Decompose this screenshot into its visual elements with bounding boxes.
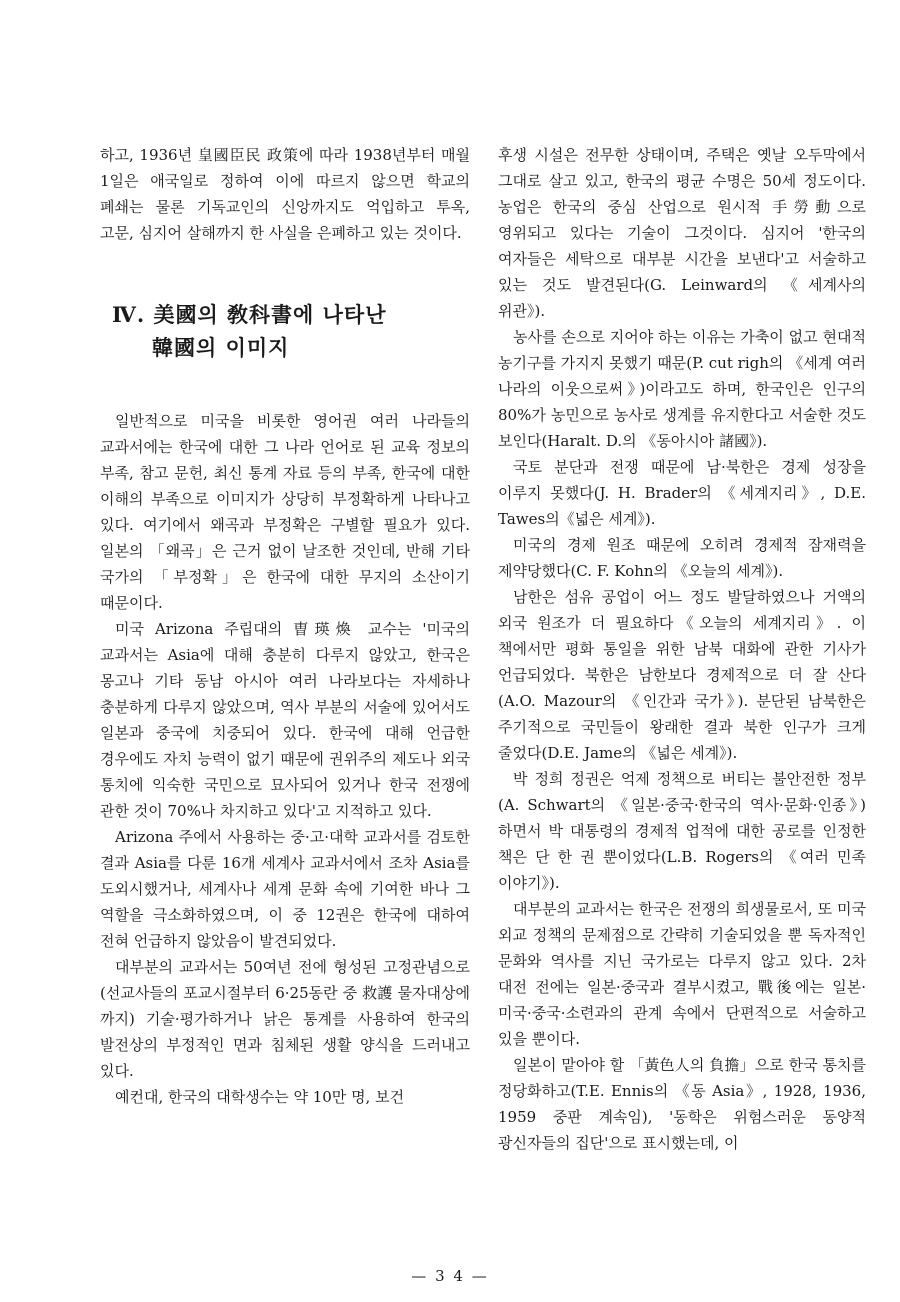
paragraph: 박 정희 정권은 억제 정책으로 버티는 불안전한 정부(A. Schwart의 《일본·중국·한국의 역사·문화·인종》)하면서 박 대통령의 경제적 업적에 대한 공로를 인정한 책은 단 한 권 뿐이었다(L.B. Rogers의 《여러 민족 이야기》).	[498, 770, 866, 892]
paragraph: Arizona 주에서 사용하는 중·고·대학 교과서를 검토한 결과 Asia를 다룬 16개 세계사 교과서에서 조차 Asia를 도외시했거나, 세계사나 세계 문화 속에 기여한 바나 그 역할을 극소화하였으며, 이 중 12권은 한국에 대하여 전혀 언급하지 않았음이 발견되었다.	[100, 828, 470, 950]
paragraph: 대부분의 교과서는 50여년 전에 형성된 고정관념으로(선교사들의 포교시절부터 6·25동란 중 救護 물자대상에 까지) 기술·평가하거나 낡은 통계를 사용하여 한국의 발전상의 부정적인 면과 침체된 생활 양식을 드러내고 있다.	[100, 958, 470, 1080]
section-heading-line2: 韓國의 이미지	[152, 335, 290, 360]
paragraph: 일반적으로 미국을 비롯한 영어권 여러 나라들의 교과서에는 한국에 대한 그 나라 언어로 된 교육 정보의 부족, 참고 문헌, 최신 통계 자료 등의 부족, 한국에 대한 이해의 부족으로 이미지가 상당히 부정확하게 나타나고 있다. 여기에서 왜곡과 부정확은 구별할 필요가 있다. 일본의 「왜곡」은 근거 없이 날조한 것인데, 반해 기타 국가의 「부정확」은 한국에 대한 무지의 소산이기 때문이다.	[100, 412, 470, 612]
section-heading-line1: Ⅳ. 美國의 敎科書에 나타난	[112, 302, 387, 327]
paragraph: 미국 Arizona 주립대의 曺瑛煥 교수는 '미국의 교과서는 Asia에 대해 충분히 다루지 않았고, 한국은 몽고나 기타 동남 아시아 여러 나라보다는 자세하나 충분하게 다루지 않았으며, 역사 부분의 서술에 있어서도 일본과 중국에 치중되어 있다. 한국에 대해 언급한 경우에도 자치 능력이 없기 때문에 권위주의 제도나 외국 통치에 익숙한 국민으로 묘사되어 있거나 한국 전쟁에 관한 것이 70%나 차지하고 있다'고 지적하고 있다.	[100, 620, 470, 820]
paragraph: 미국의 경제 원조 때문에 오히려 경제적 잠재력을 제약당했다(C. F. Kohn의 《오늘의 세계》).	[498, 536, 866, 580]
right-column	[498, 142, 866, 1156]
paragraph: 일본이 맡아야 할 「黃色人의 負擔」으로 한국 통치를 정당화하고(T.E. Ennis의 《동 Asia》, 1928, 1936, 1959 중판 계속임), '동학은 위험스러운 동양적 광신자들의 집단'으로 표시했는데, 이	[498, 1056, 866, 1152]
paragraph: 후생 시설은 전무한 상태이며, 주택은 옛날 오두막에서 그대로 살고 있고, 한국의 평균 수명은 50세 정도이다. 농업은 한국의 중심 산업으로 원시적 手勞動으로 영위되고 있다는 기술이 그것이다. 심지어 '한국의 여자들은 세탁으로 대부분 시간을 보낸다'고 서술하고 있는 것도 발견된다(G. Leinward의 《세계사의 위관》).	[498, 146, 866, 320]
paragraph: 하고, 1936년 皇國臣民 政策에 따라 1938년부터 매월 1일은 애국일로 정하여 이에 따르지 않으면 학교의 폐쇄는 물론 기독교인의 신앙까지도 억입하고 투옥, 고문, 심지어 살해까지 한 사실을 은폐하고 있는 것이다.	[100, 146, 470, 242]
paragraph: 대부분의 교과서는 한국은 전쟁의 희생물로서, 또 미국 외교 정책의 문제점으로 간략히 기술되었을 뿐 독자적인 문화와 역사를 지닌 국가로는 다루지 않고 있다. 2차 대전 전에는 일본·중국과 결부시켰고, 戰後에는 일본·미국·중국·소련과의 관계 속에서 단편적으로 서술하고 있을 뿐이다.	[498, 900, 866, 1048]
section-heading	[100, 298, 470, 364]
left-column	[100, 142, 470, 1110]
paragraph: 국토 분단과 전쟁 때문에 남·북한은 경제 성장을 이루지 못했다(J. H. Brader의 《세계지리》, D.E. Tawes의《넓은 세계》).	[498, 458, 866, 528]
page-number: — 3 4 —	[411, 1267, 489, 1285]
paragraph: 예컨대, 한국의 대학생수는 약 10만 명, 보건	[115, 1088, 405, 1106]
paragraph: 농사를 손으로 지어야 하는 이유는 가축이 없고 현대적 농기구를 가지지 못했기 때문(P. cut righ의 《세계 여러 나라의 이웃으로써》)이라고도 하며, 한국인은 인구의 80%가 농민으로 농사로 생계를 유지한다고 서술한 것도 보인다(Haralt. D.의 《동아시아 諸國》).	[498, 328, 866, 450]
paragraph: 남한은 섬유 공업이 어느 정도 발달하였으나 거액의 외국 원조가 더 필요하다《오늘의 세계지리》. 이 책에서만 평화 통일을 위한 남북 대화에 관한 기사가 언급되었다. 북한은 남한보다 경제적으로 더 잘 산다(A.O. Mazour의 《인간과 국가》). 분단된 남북한은 주기적으로 국민들이 왕래한 결과 북한 인구가 크게 줄었다(D.E. Jame의 《넓은 세계》).	[498, 588, 866, 762]
